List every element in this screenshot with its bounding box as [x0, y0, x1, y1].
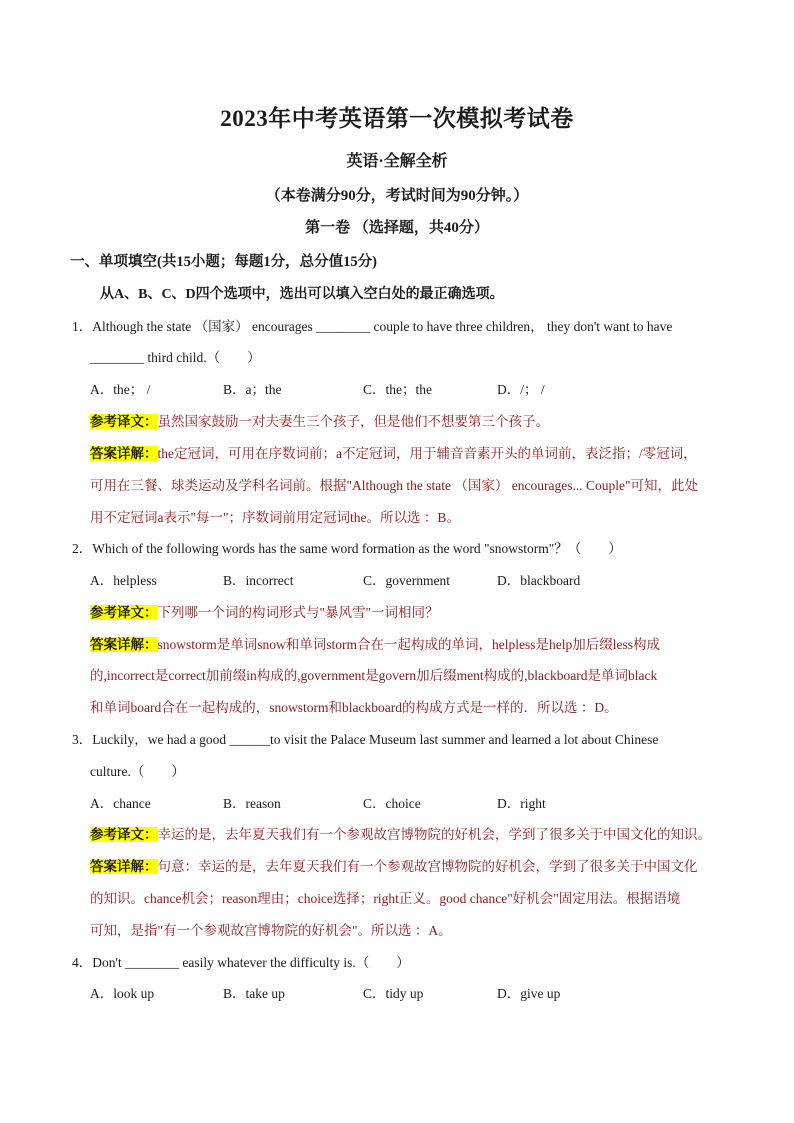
question-stem: 3．Luckily，we had a good ______to visit the Palace Museum last summer and learned a lot about Chinese — [72, 732, 659, 747]
translation-line — [90, 601, 439, 621]
explanation-label: 答案详解： — [90, 446, 158, 461]
explanation-text-continued: 可知，是指"有一个参观故宫博物院的好机会"。所以选 ：A。 — [90, 923, 452, 938]
option-b: B．incorrect — [223, 573, 294, 588]
explanation-text-continued: 的知识。chance机会；reason理由；choice选择；right正义。good chance"好机会"固定用法。根据语境 — [90, 891, 681, 906]
translation-label: 参考译文： — [90, 827, 158, 842]
option-d: D．right — [497, 796, 546, 811]
option-b: B．reason — [223, 796, 281, 811]
page-title: 2023年中考英语第一次模拟考试卷 — [220, 106, 574, 131]
explanation-text-continued: 用不定冠词a表示"每一"；序数词前用定冠词the。所以选 ：B。 — [90, 510, 460, 525]
option-c: C．choice — [363, 796, 421, 811]
explanation-line — [90, 633, 660, 653]
translation-text: 幸运的是，去年夏天我们有一个参观故宫博物院的好机会，学到了很多关于中国文化的知识。 — [157, 827, 711, 842]
section-instruction: 从A、B、C、D四个选项中，选出可以填入空白处的最正确选项。 — [100, 287, 504, 302]
option-b: B．take up — [223, 986, 285, 1001]
explanation-text-continued: 的,incorrect是correct加前缀in构成的,government是govern加后缀ment构成的,blackboard是单词black — [90, 668, 658, 683]
translation-text: 虽然国家鼓励一对夫妻生三个孩子，但是他们不想要第三个孩子。 — [157, 414, 549, 429]
question-stem: 4．Don't ________ easily whatever the difficulty is.（ ） — [72, 955, 410, 970]
part-heading: 第一卷 （选择题，共40分） — [305, 220, 489, 236]
translation-label: 参考译文： — [90, 414, 158, 429]
option-c: C．government — [363, 573, 450, 588]
translation-line — [90, 410, 549, 430]
question-stem: 1．Although the state （国家） encourages ________ couple to have three children， they don't want to have — [72, 319, 673, 334]
translation-text: 下列哪一个词的构词形式与"暴风雪"一词相同？ — [157, 605, 439, 620]
question-stem-continued: ________ third child.（ ） — [90, 350, 261, 365]
option-c: C．the；the — [363, 382, 432, 397]
explanation-label: 答案详解： — [90, 637, 158, 652]
option-a: A．look up — [90, 986, 155, 1001]
exam-note: （本卷满分90分，考试时间为90分钟。） — [265, 188, 529, 204]
explanation-text: 句意：幸运的是，去年夏天我们有一个参观故宫博物院的好机会，学到了很多关于中国文化 — [157, 859, 698, 874]
explanation-line — [90, 855, 698, 875]
explanation-text: snowstorm是单词snow和单词storm合在一起构成的单词，helpless是help加后缀less构成 — [157, 637, 660, 652]
explanation-text-continued: 可用在三餐、球类运动及学科名词前。根据"Although the state （国家） encourages... Couple"可知，此处 — [90, 478, 698, 493]
option-a: A．chance — [90, 796, 151, 811]
explanation-label: 答案详解： — [90, 859, 158, 874]
translation-label: 参考译文： — [90, 605, 158, 620]
option-a: A．the； / — [90, 382, 151, 397]
translation-line — [90, 823, 711, 843]
explanation-line — [90, 442, 697, 462]
section-heading: 一、单项填空(共15小题；每题1分，总分值15分) — [70, 254, 377, 270]
explanation-text-continued: 和单词board合在一起构成的，snowstorm和blackboard的构成方式是一样的．所以选 ：D。 — [90, 700, 618, 715]
question-stem-continued: culture.（ ） — [90, 764, 185, 779]
page-subtitle: 英语·全解全析 — [346, 153, 448, 170]
option-c: C．tidy up — [363, 986, 424, 1001]
explanation-text: the定冠词，可用在序数词前；a不定冠词，用于辅音音素开头的单词前，表泛指；/零冠词， — [157, 446, 697, 461]
question-stem: 2．Which of the following words has the same word formation as the word "snowstorm"？（ ） — [72, 541, 622, 556]
option-b: B．a；the — [223, 382, 282, 397]
option-d: D．blackboard — [497, 573, 581, 588]
option-a: A．helpless — [90, 573, 157, 588]
option-d: D．give up — [497, 986, 561, 1001]
option-d: D．/； / — [497, 382, 545, 397]
